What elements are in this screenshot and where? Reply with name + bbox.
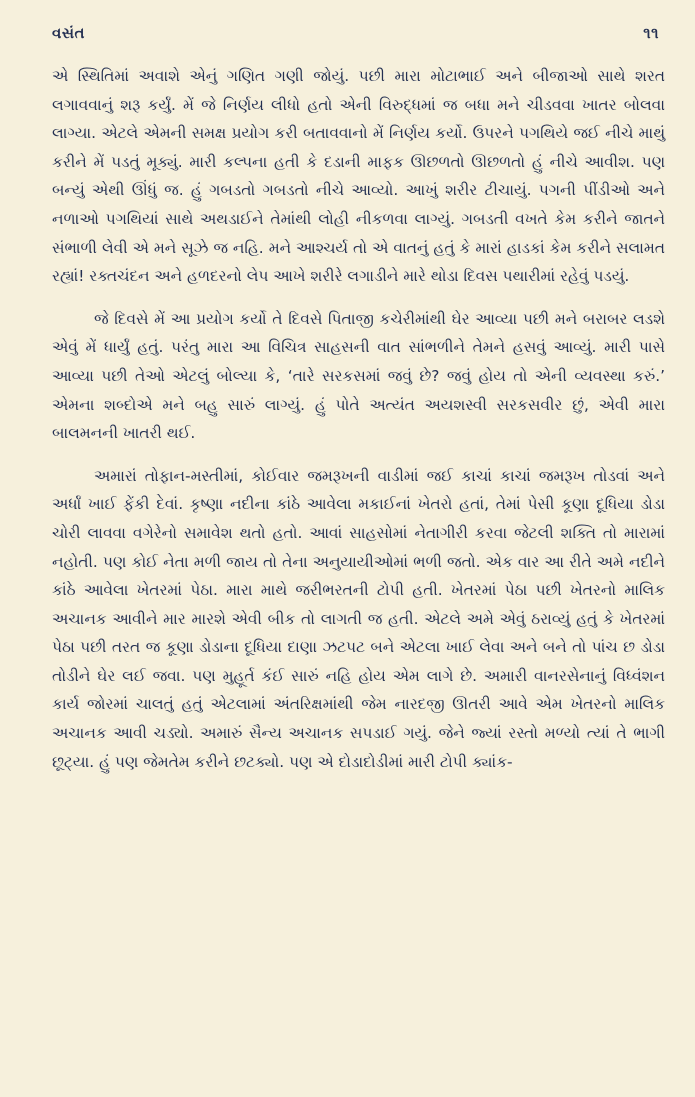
paragraph-2: જે દિવસે મેં આ પ્રયોગ કર્યો તે દિવસે પિતાજી કચેરીમાંથી ઘેર આવ્યા પછી મને બરાબર લડશે એવું મેં ધાર્યું હતું. પરંતુ મારા આ વિચિત્ર સાહસની વાત સાંભળીને તેમને હસવું આવ્યું. મારી પાસે આવ્યા પછી તેઓ એટલું બોલ્યા કે, ‘તારે સરકસમાં જવું છે? જવું હોય તો એની વ્યવસ્થા કરું.’ એમના શબ્દોએ મને બહુ સારું લાગ્યું. હું પોતે અત્યંત અયશસ્વી સરકસવીર છું, એવી મારા બાલમનની ખાતરી થઈ. bbox=[52, 309, 665, 443]
page-number: ૧૧ bbox=[643, 24, 659, 42]
paragraph-1: એ સ્થિતિમાં અવાશે એનું ગણિત ગણી જોયું. પછી મારા મોટાભાઈ અને બીજાઓ સાથે શરત લગાવવાનું શરૂ કર્યું. મેં જે નિર્ણય લીધો હતો એની વિરુદ્ધમાં જ બધા મને ચીડવવા ખાતર બોલવા લાગ્યા. એટલે એમની સમક્ષ પ્રયોગ કરી બતાવવાનો મેં નિર્ણય કર્યો. ઉપરને પગથિયે જઈ નીચે માથું કરીને મેં પડતું મૂક્યું. મારી કલ્પના હતી કે દડાની માફક ઊછળતો ઊછળતો હું નીચે આવીશ. પણ બન્યું એથી ઊંધું જ. હું ગબડતો ગબડતો નીચે આવ્યો. આખું શરીર ટીચાયું. પગની પીંડીઓ અને નળાઓ પગથિયાં સાથે અથડાઈને તેમાંથી લોહી નીકળવા લાગ્યું. ગબડતી વખતે કેમ કરીને જાતને સંભાળી લેવી એ મને સૂઝે જ નહિ. મને આશ્ચર્ય તો એ વાતનું હતું કે મારાં હાડકાં કેમ કરીને સલામત રહ્યાં! રક્તચંદન અને હળદરનો લેપ આખે શરીરે લગાડીને મારે થોડા દિવસ પથારીમાં રહેવું પડયું. bbox=[52, 67, 665, 286]
body-text bbox=[52, 62, 665, 776]
page-header bbox=[52, 24, 665, 62]
running-title: વસંત bbox=[52, 24, 85, 42]
paragraph-3: અમારાં તોફાન-મસ્તીમાં, કોઈવાર જમરૂખની વાડીમાં જઈ કાચાં કાચાં જમરૂખ તોડવાં અને અર્ધાં ખાઈ ફેંકી દેવાં. કૃષ્ણા નદીના કાંઠે આવેલા મકાઈનાં ખેતરો હતાં, તેમાં પેસી કૂણા દૂધિયા ડોડા ચોરી લાવવા વગેરેનો સમાવેશ થતો હતો. આવાં સાહસોમાં નેતાગીરી કરવા જેટલી શક્તિ તો મારામાં નહોતી. પણ કોઈ નેતા મળી જાય તો તેના અનુયાયીઓમાં ભળી જતો. એક વાર આ રીતે અમે નદીને કાંઠે આવેલા ખેતરમાં પેઠા. મારા માથે જરીભરતની ટોપી હતી. ખેતરમાં પેઠા પછી ખેતરનો માલિક અચાનક આવીને માર મારશે એવી બીક તો લાગતી જ હતી. એટલે અમે એવું ઠરાવ્યું હતું કે ખેતરમાં પેઠા પછી તરત જ કૂણા ડોડાના દૂધિયા દાણા ઝટપટ બને એટલા ખાઈ લેવા અને બને તો પાંચ છ ડોડા તોડીને ઘેર લઈ જવા. પણ મુહૂર્ત કંઈ સારું નહિ હોય એમ લાગે છે. અમારી વાનરસેનાનું વિધ્વંશન કાર્ય જોરમાં ચાલતું હતું એટલામાં અંતરિક્ષમાંથી જેમ નારદજી ઊતરી આવે એમ ખેતરનો માલિક અચાનક આવી ચડ્યો. અમારું સૈન્ય અચાનક સપડાઈ ગયું. જેને જ્યાં રસ્તો મળ્યો ત્યાં તે ભાગી છૂટ્યા. હું પણ જેમતેમ કરીને છટક્યો. પણ એ દોડાદોડીમાં મારી ટોપી ક્યાંક- bbox=[52, 466, 665, 771]
